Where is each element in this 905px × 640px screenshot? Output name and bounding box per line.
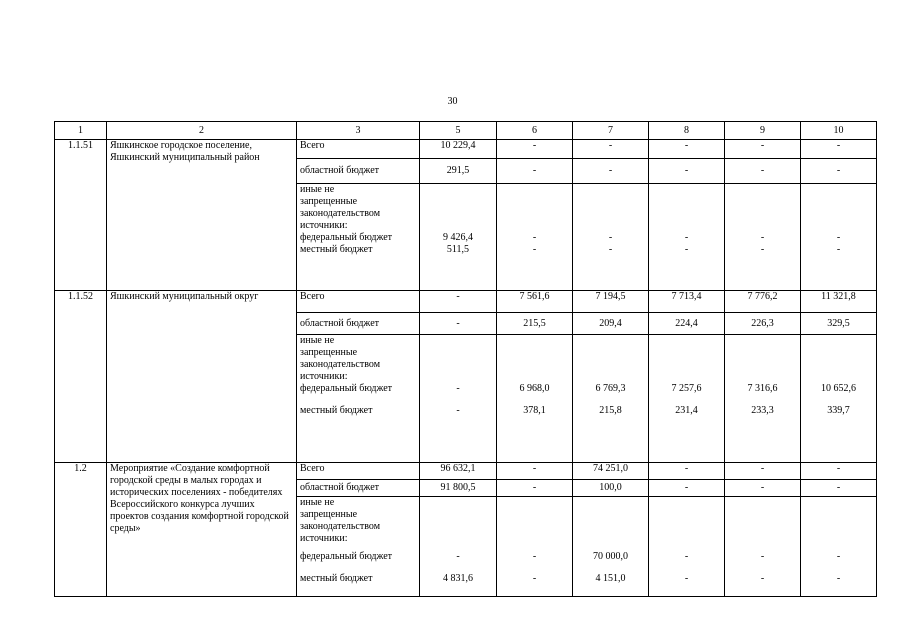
source-local: местный бюджет xyxy=(300,573,373,584)
row-name: Мероприятие «Создание комфортной городской среды в малых городах и исторических поселениях - победителях Всероссийского конкурса лучших проектов создания комфортной городской среды» xyxy=(107,463,297,597)
cell-values: - - xyxy=(649,184,725,291)
header-row xyxy=(55,122,877,140)
source-breakdown: иные не запрещенные законодательством источники: федеральный бюджет местный бюджет xyxy=(297,335,420,463)
source-regional: областной бюджет xyxy=(297,480,420,497)
cell-values: - - xyxy=(573,184,649,291)
source-local: местный бюджет xyxy=(300,405,373,416)
page-number: 30 xyxy=(447,96,458,107)
cell-values: - - xyxy=(725,497,801,597)
cell-value: 96 632,1 xyxy=(420,463,497,480)
cell-value: - xyxy=(725,480,801,497)
cell-values: - 4 831,6 xyxy=(420,497,497,597)
cell-value: - xyxy=(649,480,725,497)
cell-value: - xyxy=(801,140,877,159)
row-name: Яшкинское городское поселение, Яшкинский муниципальный район xyxy=(107,140,297,291)
cell-value: 91 800,5 xyxy=(420,480,497,497)
cell-value: 10 229,4 xyxy=(420,140,497,159)
cell-values: 9 426,4 511,5 xyxy=(420,184,497,291)
cell-value: 7 561,6 xyxy=(497,291,573,313)
source-regional: областной бюджет xyxy=(297,313,420,335)
cell-values: 7 257,6 231,4 xyxy=(649,335,725,463)
column-header: 9 xyxy=(725,122,801,140)
row-id: 1.2 xyxy=(55,463,107,597)
cell-value: - xyxy=(649,140,725,159)
source-federal: федеральный бюджет xyxy=(300,232,393,243)
cell-value: 226,3 xyxy=(725,313,801,335)
cell-value: - xyxy=(420,313,497,335)
cell-values: - - xyxy=(649,497,725,597)
cell-values: 6 968,0 378,1 xyxy=(497,335,573,463)
column-header: 6 xyxy=(497,122,573,140)
table-row xyxy=(55,140,877,159)
cell-value: - xyxy=(649,463,725,480)
cell-value: 224,4 xyxy=(649,313,725,335)
source-federal: федеральный бюджет xyxy=(300,383,393,394)
cell-value: 209,4 xyxy=(573,313,649,335)
budget-table xyxy=(54,121,877,597)
cell-values: - - xyxy=(420,335,497,463)
row-name: Яшкинский муниципальный округ xyxy=(107,291,297,463)
cell-values: - - xyxy=(725,184,801,291)
cell-value: 215,5 xyxy=(497,313,573,335)
cell-value: - xyxy=(420,291,497,313)
column-header: 1 xyxy=(55,122,107,140)
cell-value: - xyxy=(573,159,649,184)
cell-value: 291,5 xyxy=(420,159,497,184)
table-row xyxy=(55,463,877,480)
source-regional: областной бюджет xyxy=(297,159,420,184)
cell-value: - xyxy=(801,480,877,497)
source-breakdown: иные не запрещенные законодательством источники: федеральный бюджет местный бюджет xyxy=(297,497,420,597)
cell-value: 11 321,8 xyxy=(801,291,877,313)
cell-values: - - xyxy=(497,497,573,597)
column-header: 8 xyxy=(649,122,725,140)
cell-value: 7 776,2 xyxy=(725,291,801,313)
table-row xyxy=(55,291,877,313)
cell-values: - - xyxy=(497,184,573,291)
cell-value: - xyxy=(725,463,801,480)
cell-values: 6 769,3 215,8 xyxy=(573,335,649,463)
cell-value: - xyxy=(497,463,573,480)
cell-value: - xyxy=(497,480,573,497)
cell-values: - - xyxy=(801,184,877,291)
source-breakdown: иные не запрещенные законодательством источники: федеральный бюджет местный бюджет xyxy=(297,184,420,291)
column-header: 5 xyxy=(420,122,497,140)
source-total: Всего xyxy=(297,140,420,159)
source-total: Всего xyxy=(297,291,420,313)
cell-value: - xyxy=(725,140,801,159)
source-local: местный бюджет xyxy=(300,244,373,255)
cell-value: 329,5 xyxy=(801,313,877,335)
row-id: 1.1.52 xyxy=(55,291,107,463)
cell-value: - xyxy=(497,159,573,184)
cell-values: - - xyxy=(801,497,877,597)
cell-value: 100,0 xyxy=(573,480,649,497)
cell-values: 70 000,0 4 151,0 xyxy=(573,497,649,597)
cell-values: 10 652,6 339,7 xyxy=(801,335,877,463)
cell-value: 74 251,0 xyxy=(573,463,649,480)
source-federal: федеральный бюджет xyxy=(300,551,393,562)
cell-value: - xyxy=(801,159,877,184)
cell-value: 7 713,4 xyxy=(649,291,725,313)
cell-value: - xyxy=(497,140,573,159)
column-header: 2 xyxy=(107,122,297,140)
column-header: 7 xyxy=(573,122,649,140)
cell-value: - xyxy=(573,140,649,159)
cell-value: - xyxy=(801,463,877,480)
column-header: 3 xyxy=(297,122,420,140)
cell-value: 7 194,5 xyxy=(573,291,649,313)
source-total: Всего xyxy=(297,463,420,480)
cell-value: - xyxy=(725,159,801,184)
row-id: 1.1.51 xyxy=(55,140,107,291)
column-header: 10 xyxy=(801,122,877,140)
cell-value: - xyxy=(649,159,725,184)
cell-values: 7 316,6 233,3 xyxy=(725,335,801,463)
